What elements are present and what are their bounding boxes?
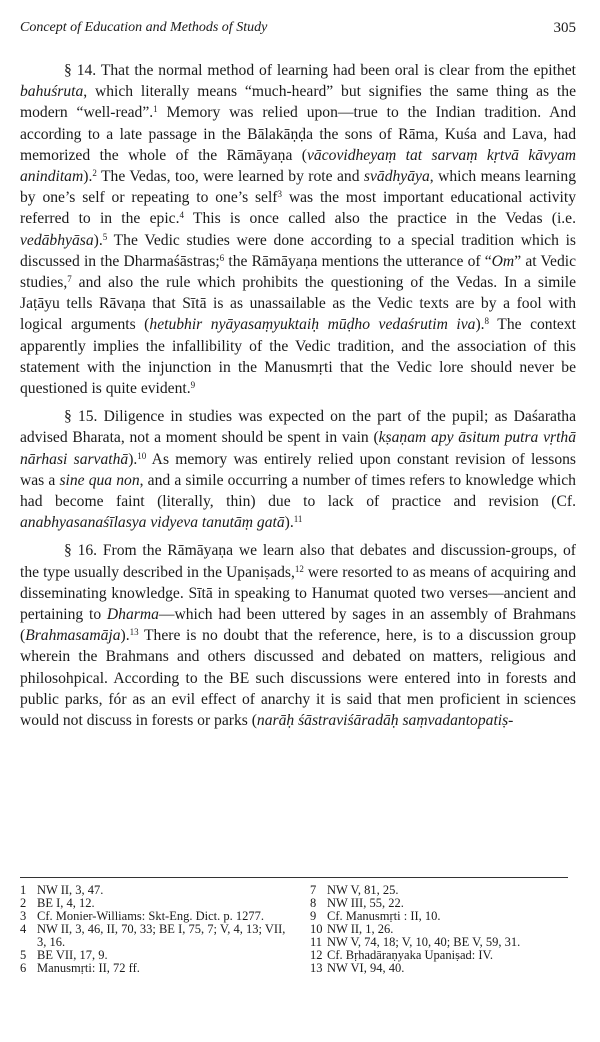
footnote-text: NW V, 74, 18; V, 10, 40; BE V, 59, 31. — [327, 935, 521, 949]
footnote-number: 10 — [310, 922, 323, 936]
italic-text: Om — [491, 252, 515, 270]
footnote-text: Manusmṛti: II, 72 ff. — [37, 961, 140, 975]
footnote-number: 9 — [310, 909, 317, 923]
text-run: , and a simile occurring a number of times refers to knowledge which had become faint (literally, thin) due to lack of practice and revision (Cf. — [20, 471, 576, 511]
italic-text: hetubhir nyāyasaṃyuktaiḥ mūḍho vedaśrutim iva — [149, 316, 476, 334]
footnote-number: 5 — [20, 948, 27, 962]
footnote-text: Cf. Monier-Williams: Skt-Eng. Dict. p. 1277. — [37, 909, 265, 923]
footnote-ref: 7 — [67, 274, 72, 285]
footnote-ref: 8 — [484, 316, 490, 327]
footnote-number: 12 — [310, 948, 323, 962]
text-run: As memory was entirely relied upon constant revision of lessons was a — [20, 450, 576, 489]
footnote-item — [310, 962, 576, 975]
text-run: , which means learning by one’s self or repeating to one’s self — [20, 168, 576, 207]
text-run: ). — [120, 627, 130, 645]
text-run: and also the rule which prohibits the questioning of the Vedas. In a simile Jaṭāyu tells Rāvaṇa that Sītā is as unassailable as the Vedic texts are by a fool with logical arguments ( — [20, 274, 576, 334]
footnote-number: 13 — [310, 961, 323, 975]
text-run: ). — [128, 450, 138, 468]
text-run: —which had been uttered by sages in an assembly of Brahmans ( — [20, 606, 576, 645]
footnote-text: BE VII, 17, 9. — [37, 948, 108, 962]
italic-text: anabhyasanaśīlasya vidyeva tanutāṃ gatā — [20, 514, 285, 532]
footnote-ref: 9 — [190, 380, 196, 391]
text-run: The Vedas, too, were learned by rote and — [96, 168, 364, 186]
footnote-ref: 2 — [92, 168, 97, 179]
text-run: ). — [83, 168, 93, 186]
footnote-number: 4 — [20, 922, 27, 936]
running-header — [20, 20, 576, 42]
footnote-text: NW III, 55, 22. — [327, 896, 404, 910]
footnote-ref: 11 — [293, 514, 303, 525]
italic-text: vācovidheyaṃ tat sarvaṃ kṛtvā kāvyam aninditam — [20, 146, 577, 186]
footnote-number: 6 — [20, 961, 27, 975]
footnote-text: NW II, 3, 47. — [37, 883, 104, 897]
italic-text: Dharma — [106, 606, 159, 624]
text-run: were resorted to as means of acquiring and disseminating knowledge. Sītā in speaking to Hanumat quoted two verses—ancient and pertaining to — [20, 563, 576, 624]
text-run: ” at Vedic studies, — [20, 252, 576, 292]
running-title: Concept of Education and Methods of Study — [20, 20, 268, 35]
footnote-number: 1 — [20, 883, 27, 897]
italic-text: narāḥ śāstraviśāradāḥ saṃvadantopatiṣ- — [256, 712, 514, 730]
text-run: § 14. That the normal method of learning had been oral is clear from the epithet — [64, 62, 576, 79]
text-run: ). — [284, 514, 294, 532]
footnote-text: NW II, 1, 26. — [327, 922, 394, 936]
text-run: § 16. From the Rāmāyaṇa we learn also that debates and discussion-groups, of the type usually described in the Upaniṣads, — [20, 542, 576, 581]
paragraph-16 — [20, 540, 576, 731]
footnote-text: NW II, 3, 46, II, 70, 33; BE I, 75, 7; V, 4, 13; VII, 3, 16. — [37, 922, 286, 949]
text-run: ). — [475, 316, 485, 334]
footnote-number: 11 — [310, 935, 323, 949]
footnote-number: 3 — [20, 909, 27, 923]
footnote-ref: 12 — [294, 563, 304, 574]
italic-text: kṣaṇam apy āsitum putra vṛthā nārhasi sarvathā — [20, 429, 576, 468]
text-run: , which literally means “much-heard” but signifies the same thing as the modern “well-read”. — [20, 83, 576, 122]
text-run: was the most important educational activity referred to in the epic. — [20, 189, 576, 228]
italic-text: svādhyāya — [363, 168, 430, 186]
paragraph-14 — [20, 60, 576, 399]
footnote-separator — [20, 877, 568, 878]
footnote-ref: 5 — [102, 231, 108, 242]
italic-text: sine qua non — [59, 471, 140, 489]
page-number: 305 — [553, 20, 576, 36]
text-run: ). — [93, 231, 103, 249]
footnote-text: Cf. Bṛhadāraṇyaka Upaniṣad: IV. — [327, 948, 494, 962]
footnote-item — [20, 962, 295, 975]
italic-text: vedābhyāsa — [20, 231, 94, 249]
footnote-ref: 4 — [179, 210, 184, 221]
footnote-number: 8 — [310, 896, 317, 910]
footnote-text: NW V, 81, 25. — [327, 883, 399, 897]
footnote-ref: 10 — [137, 450, 147, 461]
footnote-number: 7 — [310, 883, 317, 897]
footnote-ref: 13 — [129, 627, 139, 638]
italic-text: Brahmasamāja — [25, 627, 121, 645]
text-run: There is no doubt that the reference, here, is to a discussion group wherein the Brahmans and others discussed and debated on matters, religious and philosohpical. According to the BE such discussions were entered into in forests and public parks, fór as an evil effect of anarchy it is said that men proficient in sciences would not discuss in forests or parks ( — [20, 627, 576, 730]
text-run: § 15. Diligence in studies was expected on the part of the pupil; as Daśaratha advised Bharata, not a moment should be spent in vain ( — [20, 408, 576, 447]
italic-text: bahuśruta — [20, 83, 84, 101]
footnote-item — [20, 923, 295, 949]
footnotes-right-column — [310, 884, 576, 975]
text-run: The Vedic studies were done according to a special tradition which is discussed in the Dharmaśāstras; — [20, 231, 576, 270]
footnote-ref: 1 — [153, 104, 158, 115]
body-text — [20, 60, 576, 731]
footnote-number: 2 — [20, 896, 27, 910]
text-run: The context apparently implies the infallibility of the Vedic tradition, and the association of this statement with the injunction in the Manusmṛti that the Vedic lore should never be questioned is quite evident. — [20, 316, 576, 398]
footnotes-left-column — [20, 884, 295, 975]
text-run: Memory was relied upon—true to the Indian tradition. And according to a late passage in the Bālakāṇḍa the sons of Rāma, Kuśa and Lava, had memorized the whole of the Rāmāyaṇa ( — [20, 104, 576, 164]
footnote-ref: 6 — [219, 252, 225, 263]
paragraph-15 — [20, 406, 576, 533]
footnote-text: NW VI, 94, 40. — [327, 961, 405, 975]
text-run: the Rāmāyaṇa mentions the utterance of “ — [224, 252, 492, 270]
footnote-ref: 3 — [277, 189, 283, 200]
footnote-text: BE I, 4, 12. — [37, 896, 95, 910]
footnote-text: Cf. Manusmṛti : II, 10. — [327, 909, 441, 923]
text-run: This is once called also the practice in the Vedas (i.e. — [183, 210, 576, 228]
